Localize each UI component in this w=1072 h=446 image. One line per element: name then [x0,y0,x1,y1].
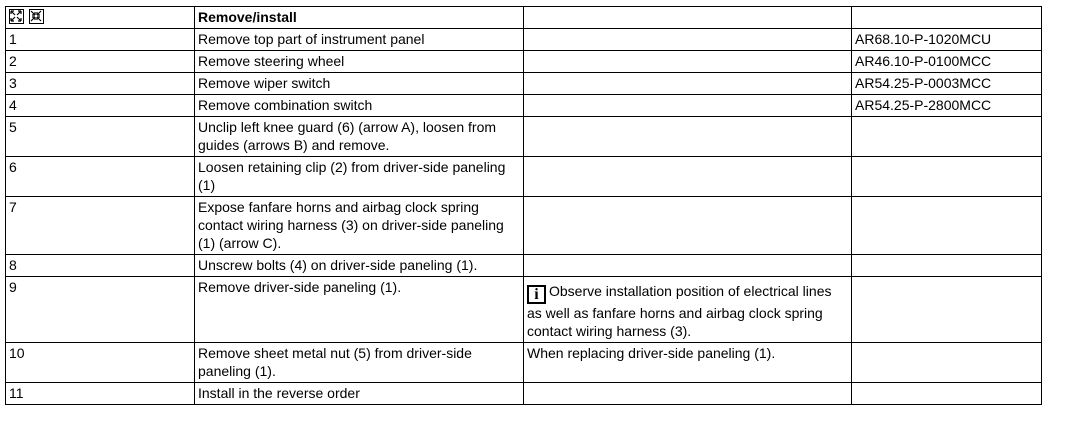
header-ref-cell [852,7,1042,29]
step-note [524,255,852,277]
step-number: 3 [6,73,195,95]
step-action: Remove steering wheel [195,51,524,73]
table-row [6,95,1042,117]
step-reference [852,383,1042,405]
step-number: 9 [6,277,195,343]
step-action: Unclip left knee guard (6) (arrow A), loosen from guides (arrows B) and remove. [195,117,524,157]
step-note [524,197,852,255]
table-row [6,383,1042,405]
step-number: 7 [6,197,195,255]
table-row [6,51,1042,73]
info-icon: i [527,285,546,304]
step-reference [852,157,1042,197]
header-action-title: Remove/install [195,7,524,29]
step-reference [852,255,1042,277]
table-row [6,343,1042,383]
step-number: 10 [6,343,195,383]
step-action: Install in the reverse order [195,383,524,405]
step-note [524,117,852,157]
step-reference [852,117,1042,157]
step-note [524,157,852,197]
step-reference-link[interactable]: AR46.10-P-0100MCC [852,51,1042,73]
step-reference [852,277,1042,343]
step-reference-link[interactable]: AR68.10-P-1020MCU [852,29,1042,51]
step-reference-link[interactable]: AR54.25-P-0003MCC [852,73,1042,95]
step-note [524,95,852,117]
step-action: Remove sheet metal nut (5) from driver-side paneling (1). [195,343,524,383]
step-reference [852,343,1042,383]
step-note [524,51,852,73]
step-number: 1 [6,29,195,51]
step-reference [852,197,1042,255]
step-action: Remove driver-side paneling (1). [195,277,524,343]
header-icons-cell [6,7,195,29]
step-note-text: Observe installation position of electrical lines as well as fanfare horns and airbag clock spring contact wiring harness (3). [527,283,832,339]
table-row [6,73,1042,95]
step-number: 6 [6,157,195,197]
collapse-icon[interactable] [29,9,44,24]
step-number: 11 [6,383,195,405]
step-reference-link[interactable]: AR54.25-P-2800MCC [852,95,1042,117]
step-note [524,73,852,95]
step-note [524,277,852,343]
step-action: Unscrew bolts (4) on driver-side paneling (1). [195,255,524,277]
header-row [6,7,1042,29]
table-row [6,277,1042,343]
step-number: 2 [6,51,195,73]
step-number: 4 [6,95,195,117]
step-note: When replacing driver-side paneling (1). [524,343,852,383]
step-number: 5 [6,117,195,157]
procedure-table [5,6,1042,405]
header-note-cell [524,7,852,29]
table-row [6,29,1042,51]
table-row [6,197,1042,255]
expand-icon[interactable] [9,9,24,24]
table-row [6,255,1042,277]
table-row [6,117,1042,157]
step-note [524,29,852,51]
step-action: Remove top part of instrument panel [195,29,524,51]
step-action: Expose fanfare horns and airbag clock spring contact wiring harness (3) on driver-side paneling (1) (arrow C). [195,197,524,255]
step-number: 8 [6,255,195,277]
step-action: Loosen retaining clip (2) from driver-side paneling (1) [195,157,524,197]
step-action: Remove wiper switch [195,73,524,95]
step-note [524,383,852,405]
table-row [6,157,1042,197]
step-action: Remove combination switch [195,95,524,117]
